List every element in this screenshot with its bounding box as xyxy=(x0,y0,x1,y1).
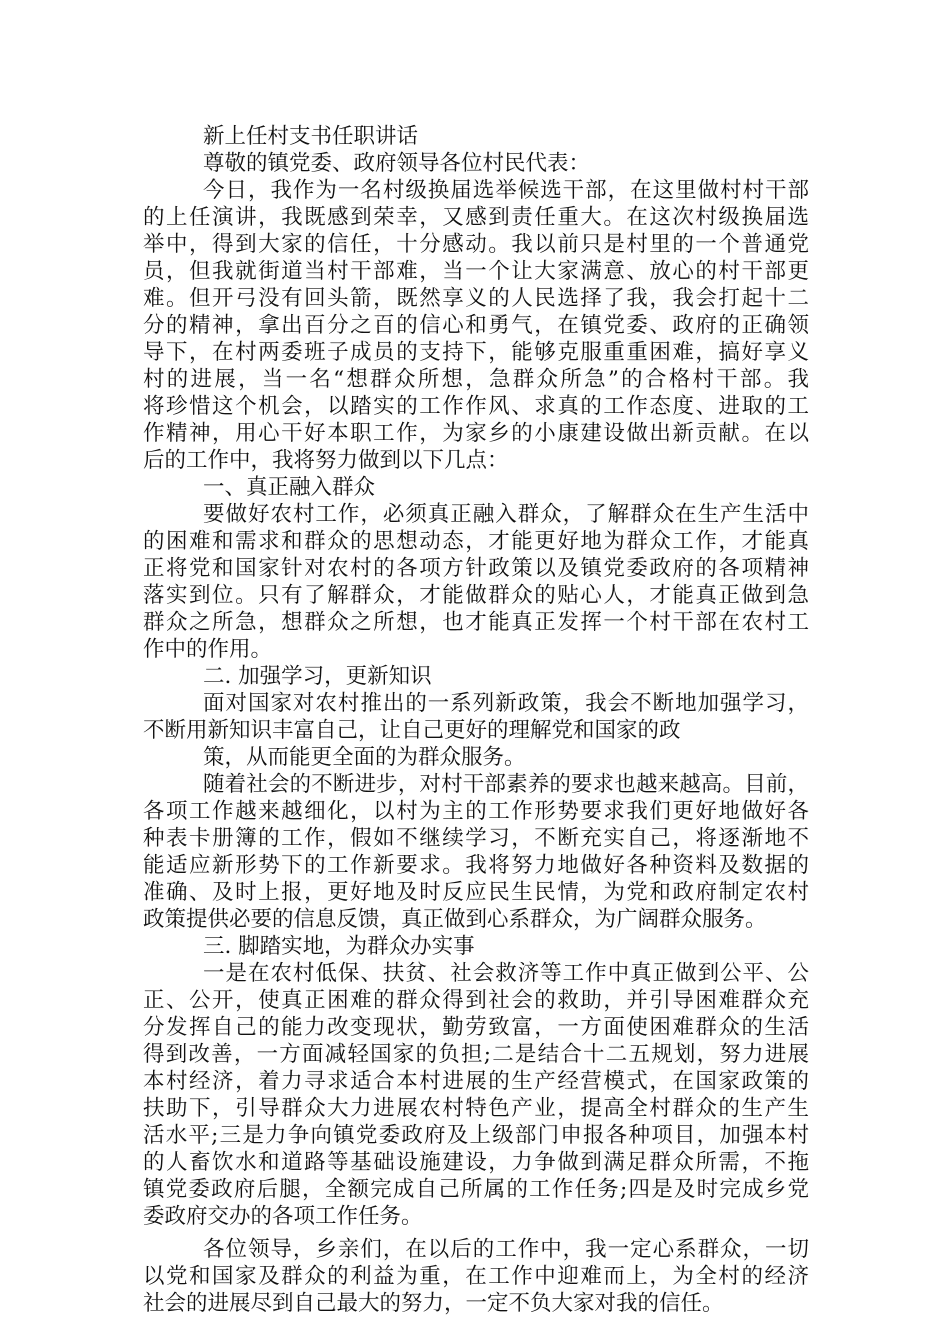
text-line: 今日，我作为一名村级换届选举候选干部，在这里做村村干部 xyxy=(203,178,809,203)
text-line: 随着社会的不断进步，对村干部素养的要求也越来越高。目前， xyxy=(203,772,809,797)
section-heading-1: 一、真正融入群众 xyxy=(203,475,376,500)
text-line: 正、公开，使真正困难的群众得到社会的救助，并引导困难群众充 xyxy=(143,988,809,1013)
text-line: 得到改善，一方面减轻国家的负担;二是结合十二五规划，努力进展 xyxy=(143,1042,809,1067)
text-line: 社会的进展尽到自己最大的努力，一定不负大家对我的信任。 xyxy=(143,1291,724,1316)
text-line: 以党和国家及群众的利益为重，在工作中迎难而上，为全村的经济 xyxy=(143,1264,809,1289)
paragraph-section-2c xyxy=(143,771,809,933)
text-line: 村的进展，当一名“想群众所想，急群众所急”的合格村干部。我 xyxy=(143,367,809,392)
text-line: 面对国家对农村推出的一系列新政策，我会不断地加强学习， xyxy=(203,691,809,716)
paragraph-closing xyxy=(143,1236,809,1317)
text-line: 难。但开弓没有回头箭，既然享义的人民选择了我，我会打起十二 xyxy=(143,286,809,311)
text-line: 政策提供必要的信息反馈，真正做到心系群众，为广阔群众服务。 xyxy=(143,907,767,932)
text-line: 各项工作越来越细化，以村为主的工作形势要求我们更好地做好各 xyxy=(143,799,809,824)
text-line: 能适应新形势下的工作新要求。我将努力地做好各种资料及数据的 xyxy=(143,853,809,878)
paragraph-section-2b xyxy=(143,744,809,771)
text-line: 落实到位。只有了解群众，才能做群众的贴心人，才能真正做到急 xyxy=(143,583,809,608)
text-line: 要做好农村工作，必须真正融入群众，了解群众在生产生活中 xyxy=(203,502,809,527)
section-heading-2: 二. 加强学习，更新知识 xyxy=(203,664,432,689)
text-line: 后的工作中，我将努力做到以下几点： xyxy=(143,448,509,473)
text-line: 作中的作用。 xyxy=(143,637,273,662)
text-line: 正将党和国家针对农村的各项方针政策以及镇党委政府的各项精神 xyxy=(143,556,809,581)
text-line: 策，从而能更全面的为群众服务。 xyxy=(203,745,526,770)
text-line: 的人畜饮水和道路等基础设施建设，力争做到满足群众所需，不拖 xyxy=(143,1150,809,1175)
document-title: 新上任村支书任职讲话 xyxy=(203,124,419,149)
text-line: 种表卡册簿的工作，假如不继续学习，不断充实自己，将逐渐地不 xyxy=(143,826,809,851)
text-line: 各位领导，乡亲们，在以后的工作中，我一定心系群众，一切 xyxy=(203,1237,809,1262)
text-line: 扶助下，引导群众大力进展农村特色产业，提高全村群众的生产生 xyxy=(143,1096,809,1121)
text-line: 员，但我就街道当村干部难，当一个让大家满意、放心的村干部更 xyxy=(143,259,809,284)
text-line: 导下，在村两委班子成员的支持下，能够克服重重困难，搞好享义 xyxy=(143,340,809,365)
paragraph-intro xyxy=(143,177,809,474)
paragraph-section-1 xyxy=(143,501,809,663)
paragraph-section-3 xyxy=(143,960,809,1230)
text-line: 不断用新知识丰富自己，让自己更好的理解党和国家的政 xyxy=(143,718,681,743)
text-line: 的上任演讲，我既感到荣幸，又感到责任重大。在这次村级换届选 xyxy=(143,205,809,230)
text-line: 活水平;三是力争向镇党委政府及上级部门申报各种项目，加强本村 xyxy=(143,1123,809,1148)
text-line: 委政府交办的各项工作任务。 xyxy=(143,1204,423,1229)
text-line: 举中，得到大家的信任，十分感动。我以前只是村里的一个普通党 xyxy=(143,232,809,257)
text-line: 本村经济，着力寻求适合本村进展的生产经营模式，在国家政策的 xyxy=(143,1069,809,1094)
text-line: 的困难和需求和群众的思想动态，才能更好地为群众工作，才能真 xyxy=(143,529,809,554)
text-line: 准确、及时上报，更好地及时反应民生民情，为党和政府制定农村 xyxy=(143,880,809,905)
paragraph-section-2a xyxy=(143,690,809,744)
text-line: 将珍惜这个机会，以踏实的工作作风、求真的工作态度、进取的工 xyxy=(143,394,809,419)
text-line: 群众之所急，想群众之所想，也才能真正发挥一个村干部在农村工 xyxy=(143,610,809,635)
text-line: 镇党委政府后腿，全额完成自己所属的工作任务;四是及时完成乡党 xyxy=(143,1177,809,1202)
text-line: 作精神，用心干好本职工作，为家乡的小康建设做出新贡献。在以 xyxy=(143,421,809,446)
salutation: 尊敬的镇党委、政府领导各位村民代表： xyxy=(203,151,591,176)
section-heading-3: 三. 脚踏实地，为群众办实事 xyxy=(203,934,475,959)
speech-text xyxy=(143,123,809,1317)
text-line: 一是在农村低保、扶贫、社会救济等工作中真正做到公平、公 xyxy=(203,961,809,986)
text-line: 分发挥自己的能力改变现状，勤劳致富，一方面使困难群众的生活 xyxy=(143,1015,809,1040)
text-line: 分的精神，拿出百分之百的信心和勇气，在镇党委、政府的正确领 xyxy=(143,313,809,338)
